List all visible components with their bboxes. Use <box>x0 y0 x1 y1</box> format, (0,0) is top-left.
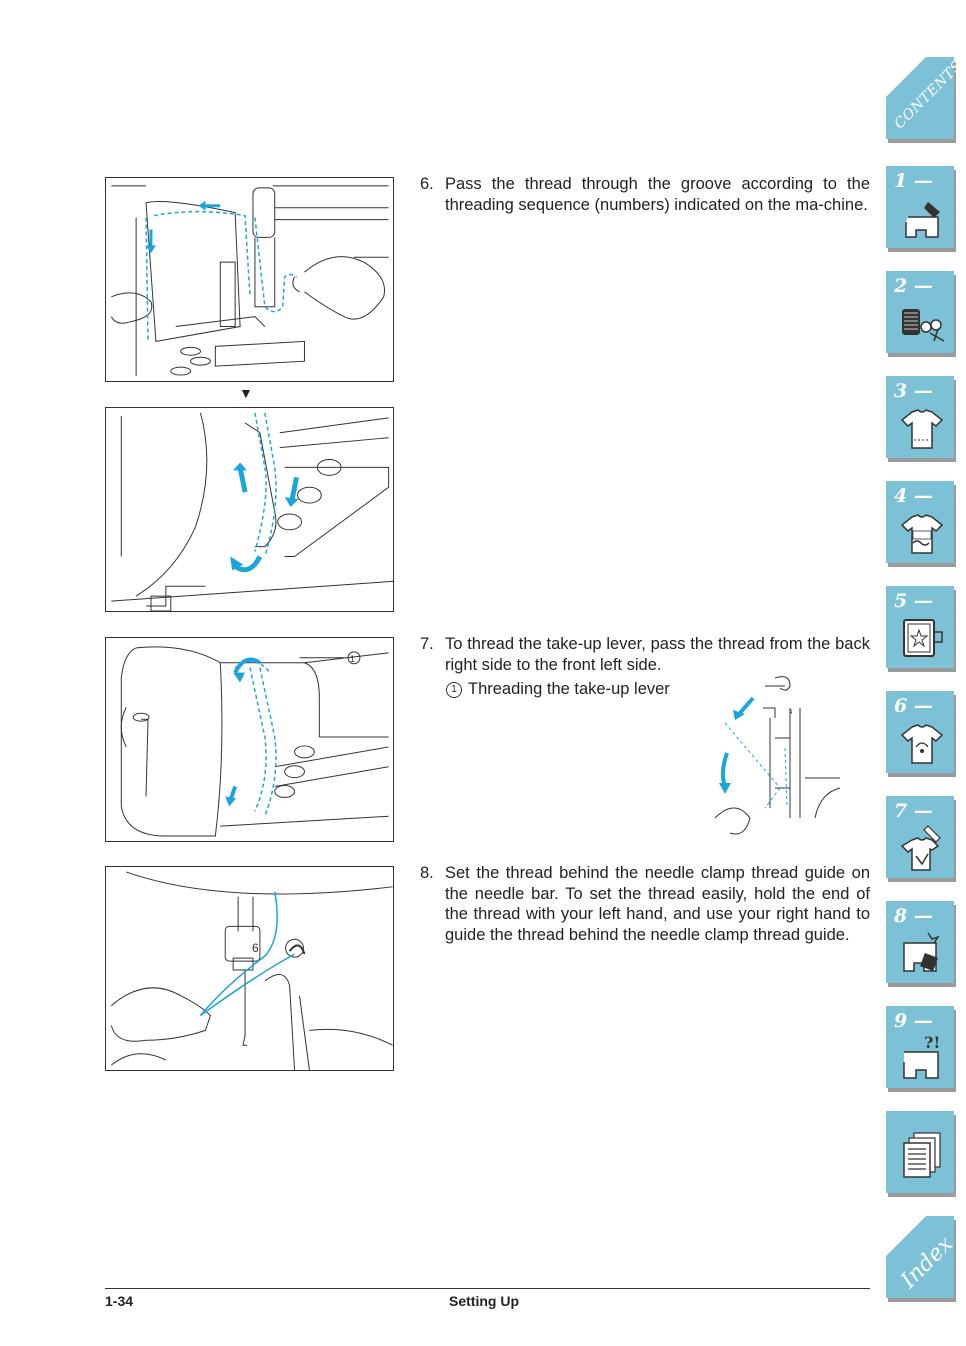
machine-hand-icon <box>898 192 946 242</box>
tab-label: 5 — <box>894 590 933 612</box>
step-number: 7. <box>420 635 434 653</box>
tab-label: 6 — <box>894 695 933 717</box>
callout-take-up-lever <box>446 680 670 699</box>
documents-icon <box>898 1129 946 1179</box>
section-title: Setting Up <box>449 1293 519 1309</box>
tab-chapter-9[interactable] <box>886 1006 954 1088</box>
take-up-lever-detail-figure <box>695 668 840 838</box>
tab-label: 4 — <box>894 485 933 507</box>
tshirt-abc-icon <box>898 507 946 557</box>
contents-icon: CONTENTS <box>891 57 966 133</box>
inset-marker: 4 <box>789 710 793 716</box>
tab-index[interactable] <box>886 1216 959 1298</box>
tab-label: 8 — <box>894 905 933 927</box>
tab-label: 7 — <box>894 800 933 822</box>
needle-clamp-figure <box>105 866 394 1071</box>
spool-scissors-icon <box>898 297 946 347</box>
callout-marker: 1 <box>350 653 355 664</box>
tab-label: 3 — <box>894 380 933 402</box>
callout-number: 1 <box>446 682 462 698</box>
take-up-lever-detail <box>695 668 840 838</box>
tab-documents[interactable] <box>886 1111 954 1193</box>
take-up-lever-figure <box>105 637 394 842</box>
step-8 <box>420 863 870 945</box>
embroidery-frame-icon <box>898 612 946 662</box>
tshirt-stitch-icon <box>898 402 946 452</box>
thread-path-arrows-illustration <box>106 408 393 611</box>
needle-clamp-illustration <box>106 867 393 1070</box>
thread-groove-figure <box>105 177 394 382</box>
tshirt-design-icon <box>898 717 946 767</box>
step-number: 6. <box>420 175 434 193</box>
machine-maintenance-icon <box>898 927 946 977</box>
step-7 <box>420 634 870 675</box>
step-text: To thread the take-up lever, pass the thread from the back right side to the front left side. <box>445 635 870 674</box>
machine-trouble-icon <box>898 1032 946 1082</box>
callout-text: Threading the take-up lever <box>468 680 670 698</box>
tab-corner <box>886 1216 926 1256</box>
index-icon: Index <box>896 1231 959 1294</box>
step-text: Pass the thread through the groove according to the threading sequence (numbers) indicated on the ma-chine. <box>445 175 870 214</box>
tab-label: 2 — <box>894 275 933 297</box>
thread-path-figure <box>105 407 394 612</box>
thread-groove-illustration <box>106 178 393 381</box>
tab-chapter-2[interactable] <box>886 271 954 353</box>
svg-text:?!: ?! <box>924 1033 941 1052</box>
tab-chapter-1[interactable] <box>886 166 954 248</box>
tab-chapter-5[interactable] <box>886 586 954 668</box>
step-6 <box>420 174 870 215</box>
tshirt-edit-icon <box>898 822 946 872</box>
tab-chapter-3[interactable] <box>886 376 954 458</box>
tab-label: 1 — <box>894 170 933 192</box>
needle-marker: 6 <box>251 941 259 956</box>
tab-contents[interactable] <box>886 57 966 139</box>
take-up-lever-illustration <box>106 638 393 841</box>
step-text: Set the thread behind the needle clamp thread guide on the needle bar. To set the thread easily, hold the end of the thread with your left hand, and use your right hand to guide the thread behind the needle clamp thread guide. <box>445 864 870 944</box>
footer-divider <box>105 1288 870 1289</box>
tab-label: 9 — <box>894 1010 933 1032</box>
page-number: 1-34 <box>105 1293 134 1309</box>
step-number: 8. <box>420 864 434 882</box>
tab-chapter-4[interactable] <box>886 481 954 563</box>
tab-chapter-6[interactable] <box>886 691 954 773</box>
tab-chapter-8[interactable] <box>886 901 954 983</box>
next-step-arrow: ▼ <box>239 385 253 401</box>
tab-chapter-7[interactable] <box>886 796 954 878</box>
